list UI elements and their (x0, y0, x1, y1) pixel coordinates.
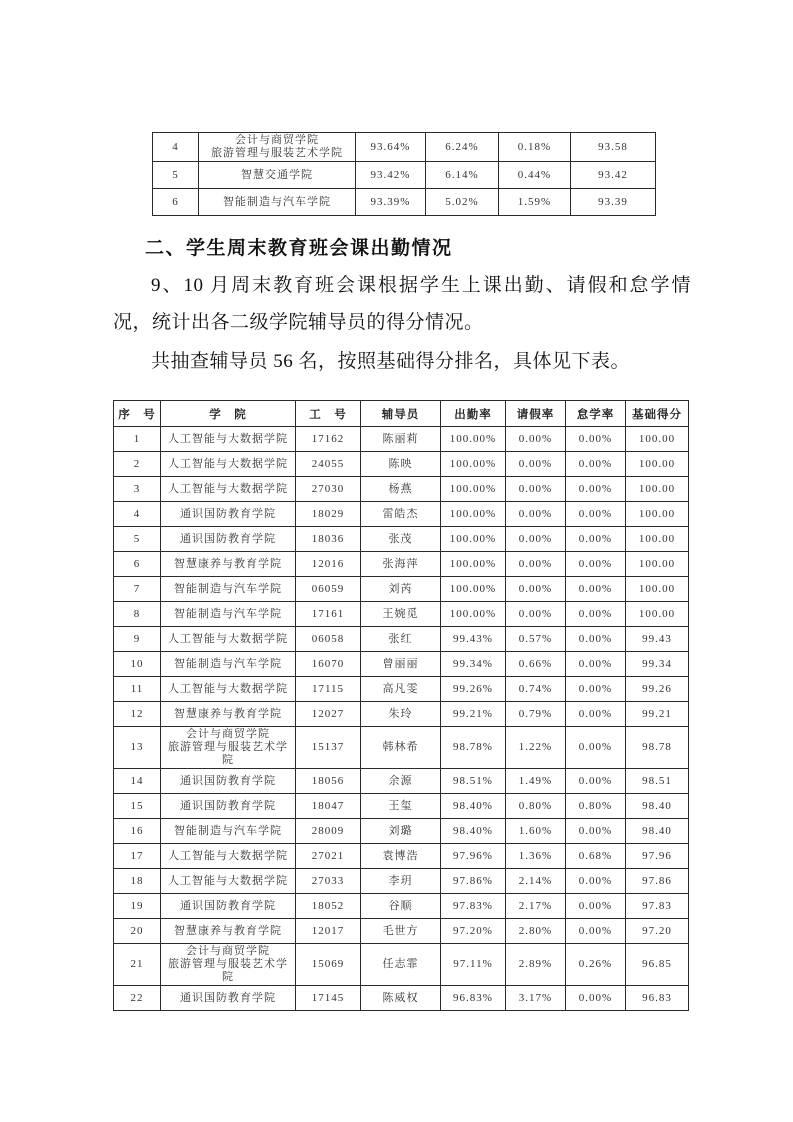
base-score-cell: 93.39 (571, 189, 656, 216)
college-line: 智慧康养与教育学院 (174, 557, 282, 570)
college-line: 通识国防教育学院 (180, 899, 276, 912)
table-row (114, 577, 689, 602)
paragraph-2: 共抽查辅导员 56 名，按照基础得分排名，具体见下表。 (151, 351, 631, 372)
college-cell (161, 819, 296, 844)
staff-id-cell: 18056 (296, 769, 361, 794)
staff-id-cell: 27030 (296, 477, 361, 502)
attendance-rate-cell: 98.51% (441, 769, 506, 794)
staff-id-cell: 18047 (296, 794, 361, 819)
row-number-cell: 2 (114, 452, 161, 477)
paragraph-1: 9、10 月周末教育班会课根据学生上课出勤、请假和怠学情况，统计出各二级学院辅导员的得分情况。 (113, 275, 691, 333)
base-score-cell: 96.85 (626, 944, 689, 986)
leave-rate-cell: 3.17% (506, 986, 566, 1011)
leave-rate-cell: 2.14% (506, 869, 566, 894)
leave-rate-cell: 0.00% (506, 427, 566, 452)
counselor-cell: 余源 (361, 769, 441, 794)
leave-rate-cell: 0.57% (506, 627, 566, 652)
attendance-rate-cell: 100.00% (441, 602, 506, 627)
table-row (114, 427, 689, 452)
attendance-rate-cell: 99.21% (441, 702, 506, 727)
college-line: 智能制造与汽车学院 (174, 824, 282, 837)
counselor-cell: 雷皓杰 (361, 502, 441, 527)
leave-rate-cell: 6.14% (426, 162, 499, 189)
leave-rate-cell: 0.00% (506, 477, 566, 502)
counselor-cell: 曾丽丽 (361, 652, 441, 677)
row-number-cell: 21 (114, 944, 161, 986)
slack-rate-cell: 0.00% (566, 677, 626, 702)
counselor-cell: 杨燕 (361, 477, 441, 502)
staff-id-cell: 17115 (296, 677, 361, 702)
college-cell (161, 677, 296, 702)
column-header: 辅导员 (361, 401, 441, 427)
table-row (114, 702, 689, 727)
college-line: 旅游管理与服装艺术学院 (211, 147, 343, 159)
slack-rate-cell: 0.00% (566, 577, 626, 602)
table-row (114, 944, 689, 986)
college-line: 智能制造与汽车学院 (174, 582, 282, 595)
base-score-cell: 99.43 (626, 627, 689, 652)
table-row (114, 919, 689, 944)
attendance-rate-cell: 97.83% (441, 894, 506, 919)
section-heading: 二、学生周末教育班会课出勤情况 (145, 238, 453, 259)
college-cell (161, 702, 296, 727)
college-line: 人工智能与大数据学院 (168, 632, 288, 645)
slack-rate-cell: 0.00% (566, 894, 626, 919)
slack-rate-cell: 0.00% (566, 769, 626, 794)
table-row (114, 552, 689, 577)
base-score-cell: 96.83 (626, 986, 689, 1011)
counselor-cell: 张海萍 (361, 552, 441, 577)
leave-rate-cell: 0.66% (506, 652, 566, 677)
leave-rate-cell: 1.22% (506, 727, 566, 769)
slack-rate-cell: 0.68% (566, 844, 626, 869)
college-line: 会计与商贸学院 (235, 134, 319, 146)
column-header: 基础得分 (626, 401, 689, 427)
college-line: 通识国防教育学院 (180, 991, 276, 1004)
college-cell (161, 452, 296, 477)
staff-id-cell: 06058 (296, 627, 361, 652)
row-number-cell: 6 (153, 189, 199, 216)
attendance-rate-cell: 100.00% (441, 577, 506, 602)
counselor-cell: 毛世方 (361, 919, 441, 944)
base-score-cell: 93.58 (571, 133, 656, 162)
slack-rate-cell: 0.26% (566, 944, 626, 986)
row-number-cell: 4 (153, 133, 199, 162)
row-number-cell: 12 (114, 702, 161, 727)
row-number-cell: 5 (153, 162, 199, 189)
table-row (114, 627, 689, 652)
row-number-cell: 22 (114, 986, 161, 1011)
slack-rate-cell: 0.00% (566, 819, 626, 844)
table-row (114, 727, 689, 769)
attendance-rate-cell: 96.83% (441, 986, 506, 1011)
attendance-rate-cell: 100.00% (441, 427, 506, 452)
base-score-cell: 100.00 (626, 602, 689, 627)
row-number-cell: 14 (114, 769, 161, 794)
table-row (114, 794, 689, 819)
leave-rate-cell: 0.00% (506, 577, 566, 602)
base-score-cell: 100.00 (626, 477, 689, 502)
college-line: 通识国防教育学院 (180, 532, 276, 545)
row-number-cell: 5 (114, 527, 161, 552)
college-line: 智慧康养与教育学院 (174, 924, 282, 937)
leave-rate-cell: 0.74% (506, 677, 566, 702)
counselor-cell: 陈映 (361, 452, 441, 477)
staff-id-cell: 27033 (296, 869, 361, 894)
row-number-cell: 18 (114, 869, 161, 894)
college-line: 会计与商贸学院 (186, 945, 270, 957)
leave-rate-cell: 2.89% (506, 944, 566, 986)
slack-rate-cell: 0.00% (566, 602, 626, 627)
attendance-rate-cell: 97.20% (441, 919, 506, 944)
college-cell (161, 919, 296, 944)
college-line: 旅游管理与服装艺术学院 (168, 958, 288, 983)
counselor-cell: 陈威权 (361, 986, 441, 1011)
base-score-cell: 100.00 (626, 577, 689, 602)
base-score-cell: 99.21 (626, 702, 689, 727)
college-cell (199, 189, 356, 216)
attendance-rate-cell: 99.34% (441, 652, 506, 677)
college-line: 通识国防教育学院 (180, 799, 276, 812)
college-cell (161, 477, 296, 502)
table-row (114, 652, 689, 677)
column-header: 学 院 (161, 401, 296, 427)
base-score-cell: 97.86 (626, 869, 689, 894)
college-cell (161, 527, 296, 552)
leave-rate-cell: 0.00% (506, 452, 566, 477)
base-score-cell: 100.00 (626, 552, 689, 577)
college-line: 旅游管理与服装艺术学院 (168, 741, 288, 766)
college-cell (161, 844, 296, 869)
college-cell (161, 894, 296, 919)
staff-id-cell: 15137 (296, 727, 361, 769)
table-row (114, 477, 689, 502)
column-header: 请假率 (506, 401, 566, 427)
slack-rate-cell: 0.44% (499, 162, 571, 189)
staff-id-cell: 06059 (296, 577, 361, 602)
staff-id-cell: 18036 (296, 527, 361, 552)
column-header: 工 号 (296, 401, 361, 427)
base-score-cell: 100.00 (626, 427, 689, 452)
slack-rate-cell: 0.00% (566, 869, 626, 894)
staff-id-cell: 12017 (296, 919, 361, 944)
staff-id-cell: 17161 (296, 602, 361, 627)
staff-id-cell: 18029 (296, 502, 361, 527)
row-number-cell: 13 (114, 727, 161, 769)
base-score-cell: 100.00 (626, 502, 689, 527)
counselor-cell: 张茂 (361, 527, 441, 552)
college-line: 人工智能与大数据学院 (168, 432, 288, 445)
leave-rate-cell: 0.80% (506, 794, 566, 819)
attendance-rate-cell: 100.00% (441, 452, 506, 477)
table-row (153, 133, 656, 162)
base-score-cell: 98.78 (626, 727, 689, 769)
base-score-cell: 97.96 (626, 844, 689, 869)
college-line: 人工智能与大数据学院 (168, 457, 288, 470)
table-row (114, 819, 689, 844)
leave-rate-cell: 0.00% (506, 602, 566, 627)
staff-id-cell: 17145 (296, 986, 361, 1011)
college-cell (161, 986, 296, 1011)
attendance-rate-cell: 98.40% (441, 819, 506, 844)
slack-rate-cell: 0.00% (566, 986, 626, 1011)
slack-rate-cell: 0.00% (566, 919, 626, 944)
row-number-cell: 10 (114, 652, 161, 677)
counselor-cell: 高凡雯 (361, 677, 441, 702)
table-row (114, 602, 689, 627)
row-number-cell: 4 (114, 502, 161, 527)
college-cell (161, 552, 296, 577)
college-line: 人工智能与大数据学院 (168, 482, 288, 495)
table-row (114, 986, 689, 1011)
table-row (114, 502, 689, 527)
attendance-rate-cell: 98.40% (441, 794, 506, 819)
slack-rate-cell: 0.00% (566, 727, 626, 769)
college-cell (161, 944, 296, 986)
leave-rate-cell: 0.79% (506, 702, 566, 727)
slack-rate-cell: 0.80% (566, 794, 626, 819)
slack-rate-cell: 0.00% (566, 702, 626, 727)
table-row (114, 869, 689, 894)
attendance-rate-cell: 93.64% (356, 133, 426, 162)
counselor-cell: 刘芮 (361, 577, 441, 602)
counselor-cell: 任志霏 (361, 944, 441, 986)
slack-rate-cell: 0.00% (566, 627, 626, 652)
attendance-rate-cell: 100.00% (441, 552, 506, 577)
column-header: 出勤率 (441, 401, 506, 427)
college-line: 人工智能与大数据学院 (168, 874, 288, 887)
attendance-rate-cell: 99.43% (441, 627, 506, 652)
staff-id-cell: 16070 (296, 652, 361, 677)
top-table-body (153, 133, 656, 216)
base-score-cell: 97.20 (626, 919, 689, 944)
row-number-cell: 17 (114, 844, 161, 869)
slack-rate-cell: 0.18% (499, 133, 571, 162)
leave-rate-cell: 5.02% (426, 189, 499, 216)
row-number-cell: 15 (114, 794, 161, 819)
base-score-cell: 93.42 (571, 162, 656, 189)
leave-rate-cell: 0.00% (506, 502, 566, 527)
college-cell (161, 769, 296, 794)
staff-id-cell: 27021 (296, 844, 361, 869)
leave-rate-cell: 0.00% (506, 527, 566, 552)
table-row (114, 677, 689, 702)
college-cell (199, 162, 356, 189)
base-score-cell: 99.26 (626, 677, 689, 702)
attendance-rate-cell: 100.00% (441, 502, 506, 527)
slack-rate-cell: 1.59% (499, 189, 571, 216)
table-row (114, 894, 689, 919)
base-score-cell: 98.40 (626, 794, 689, 819)
table-row (114, 769, 689, 794)
college-line: 智慧交通学院 (241, 168, 313, 181)
counselor-cell: 韩林希 (361, 727, 441, 769)
college-line: 会计与商贸学院 (186, 728, 270, 740)
slack-rate-cell: 0.00% (566, 552, 626, 577)
row-number-cell: 16 (114, 819, 161, 844)
college-line: 人工智能与大数据学院 (168, 682, 288, 695)
base-score-cell: 97.83 (626, 894, 689, 919)
college-cell (161, 427, 296, 452)
attendance-rate-cell: 98.78% (441, 727, 506, 769)
column-header: 序 号 (114, 401, 161, 427)
college-cell (199, 133, 356, 162)
row-number-cell: 11 (114, 677, 161, 702)
staff-id-cell: 17162 (296, 427, 361, 452)
staff-id-cell: 12027 (296, 702, 361, 727)
slack-rate-cell: 0.00% (566, 427, 626, 452)
slack-rate-cell: 0.00% (566, 477, 626, 502)
leave-rate-cell: 1.36% (506, 844, 566, 869)
table-row (114, 844, 689, 869)
college-cell (161, 652, 296, 677)
attendance-rate-cell: 100.00% (441, 527, 506, 552)
counselor-cell: 陈丽莉 (361, 427, 441, 452)
college-cell (161, 869, 296, 894)
college-cell (161, 627, 296, 652)
college-line: 人工智能与大数据学院 (168, 849, 288, 862)
college-cell (161, 502, 296, 527)
college-cell (161, 602, 296, 627)
counselor-cell: 袁博浩 (361, 844, 441, 869)
top-table (152, 132, 656, 216)
column-header: 怠学率 (566, 401, 626, 427)
base-score-cell: 99.34 (626, 652, 689, 677)
row-number-cell: 7 (114, 577, 161, 602)
attendance-rate-cell: 97.11% (441, 944, 506, 986)
college-line: 智能制造与汽车学院 (174, 657, 282, 670)
attendance-rate-cell: 93.42% (356, 162, 426, 189)
counselor-cell: 王婉觅 (361, 602, 441, 627)
leave-rate-cell: 1.49% (506, 769, 566, 794)
leave-rate-cell: 0.00% (506, 552, 566, 577)
slack-rate-cell: 0.00% (566, 527, 626, 552)
leave-rate-cell: 2.17% (506, 894, 566, 919)
main-table-body (114, 427, 689, 1011)
staff-id-cell: 15069 (296, 944, 361, 986)
attendance-rate-cell: 97.96% (441, 844, 506, 869)
counselor-cell: 张红 (361, 627, 441, 652)
row-number-cell: 1 (114, 427, 161, 452)
counselor-cell: 朱玲 (361, 702, 441, 727)
row-number-cell: 20 (114, 919, 161, 944)
row-number-cell: 6 (114, 552, 161, 577)
attendance-rate-cell: 100.00% (441, 477, 506, 502)
base-score-cell: 98.51 (626, 769, 689, 794)
slack-rate-cell: 0.00% (566, 502, 626, 527)
base-score-cell: 98.40 (626, 819, 689, 844)
main-table-header-row (114, 401, 689, 427)
main-table (113, 400, 689, 1011)
table-row (153, 162, 656, 189)
college-line: 通识国防教育学院 (180, 774, 276, 787)
leave-rate-cell: 6.24% (426, 133, 499, 162)
college-cell (161, 577, 296, 602)
table-row (114, 527, 689, 552)
college-line: 智能制造与汽车学院 (223, 195, 331, 208)
slack-rate-cell: 0.00% (566, 652, 626, 677)
staff-id-cell: 18052 (296, 894, 361, 919)
college-line: 智能制造与汽车学院 (174, 607, 282, 620)
leave-rate-cell: 1.60% (506, 819, 566, 844)
college-line: 通识国防教育学院 (180, 507, 276, 520)
college-cell (161, 794, 296, 819)
staff-id-cell: 24055 (296, 452, 361, 477)
row-number-cell: 8 (114, 602, 161, 627)
leave-rate-cell: 2.80% (506, 919, 566, 944)
counselor-cell: 李玥 (361, 869, 441, 894)
counselor-cell: 谷顺 (361, 894, 441, 919)
base-score-cell: 100.00 (626, 452, 689, 477)
college-cell (161, 727, 296, 769)
row-number-cell: 3 (114, 477, 161, 502)
row-number-cell: 9 (114, 627, 161, 652)
attendance-rate-cell: 93.39% (356, 189, 426, 216)
counselor-cell: 刘璐 (361, 819, 441, 844)
staff-id-cell: 12016 (296, 552, 361, 577)
base-score-cell: 100.00 (626, 527, 689, 552)
staff-id-cell: 28009 (296, 819, 361, 844)
slack-rate-cell: 0.00% (566, 452, 626, 477)
attendance-rate-cell: 99.26% (441, 677, 506, 702)
college-line: 智慧康养与教育学院 (174, 707, 282, 720)
attendance-rate-cell: 97.86% (441, 869, 506, 894)
counselor-cell: 王玺 (361, 794, 441, 819)
row-number-cell: 19 (114, 894, 161, 919)
table-row (114, 452, 689, 477)
table-row (153, 189, 656, 216)
